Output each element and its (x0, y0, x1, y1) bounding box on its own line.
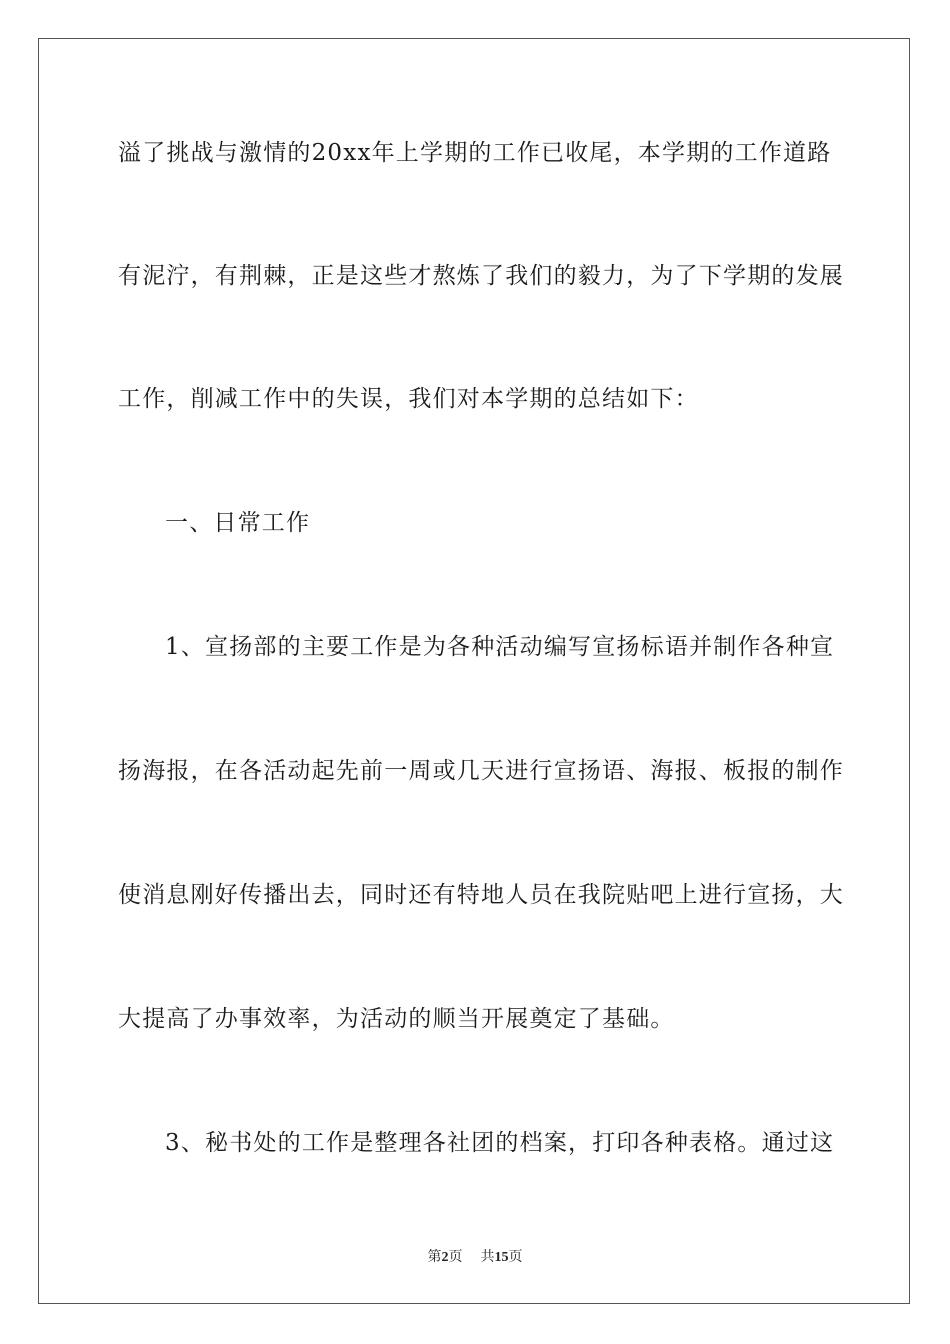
footer-page-number: 2 (441, 1250, 449, 1265)
page-footer (0, 1246, 950, 1266)
body-line-2: 有泥泞，有荆棘，正是这些才熬炼了我们的毅力，为了下学期的发展 (118, 263, 844, 289)
body-line-7: 使消息刚好传播出去，同时还有特地人员在我院贴吧上进行宣扬，大 (118, 882, 844, 908)
footer-total-suffix: 页 (508, 1250, 523, 1265)
footer-total-prefix: 共 (480, 1250, 495, 1265)
footer-page-prefix: 第 (427, 1250, 442, 1265)
body-line-8: 大提高了办事效率，为活动的顺当开展奠定了基础。 (118, 1006, 675, 1032)
body-line-9: 3、秘书处的工作是整理各社团的档案，打印各种表格。通过这 (165, 1130, 835, 1156)
page-border (38, 38, 910, 1304)
body-line-6: 扬海报，在各活动起先前一周或几天进行宣扬语、海报、板报的制作 (118, 758, 844, 784)
body-line-1: 溢了挑战与激情的20xx年上学期的工作已收尾，本学期的工作道路 (118, 140, 832, 166)
body-line-3: 工作，削减工作中的失误，我们对本学期的总结如下： (118, 386, 699, 412)
section-heading: 一、日常工作 (165, 510, 311, 536)
footer-page-suffix: 页 (448, 1250, 463, 1265)
body-line-5: 1、宣扬部的主要工作是为各种活动编写宣扬标语并制作各种宣 (165, 634, 835, 660)
footer-total-number: 15 (494, 1250, 509, 1265)
